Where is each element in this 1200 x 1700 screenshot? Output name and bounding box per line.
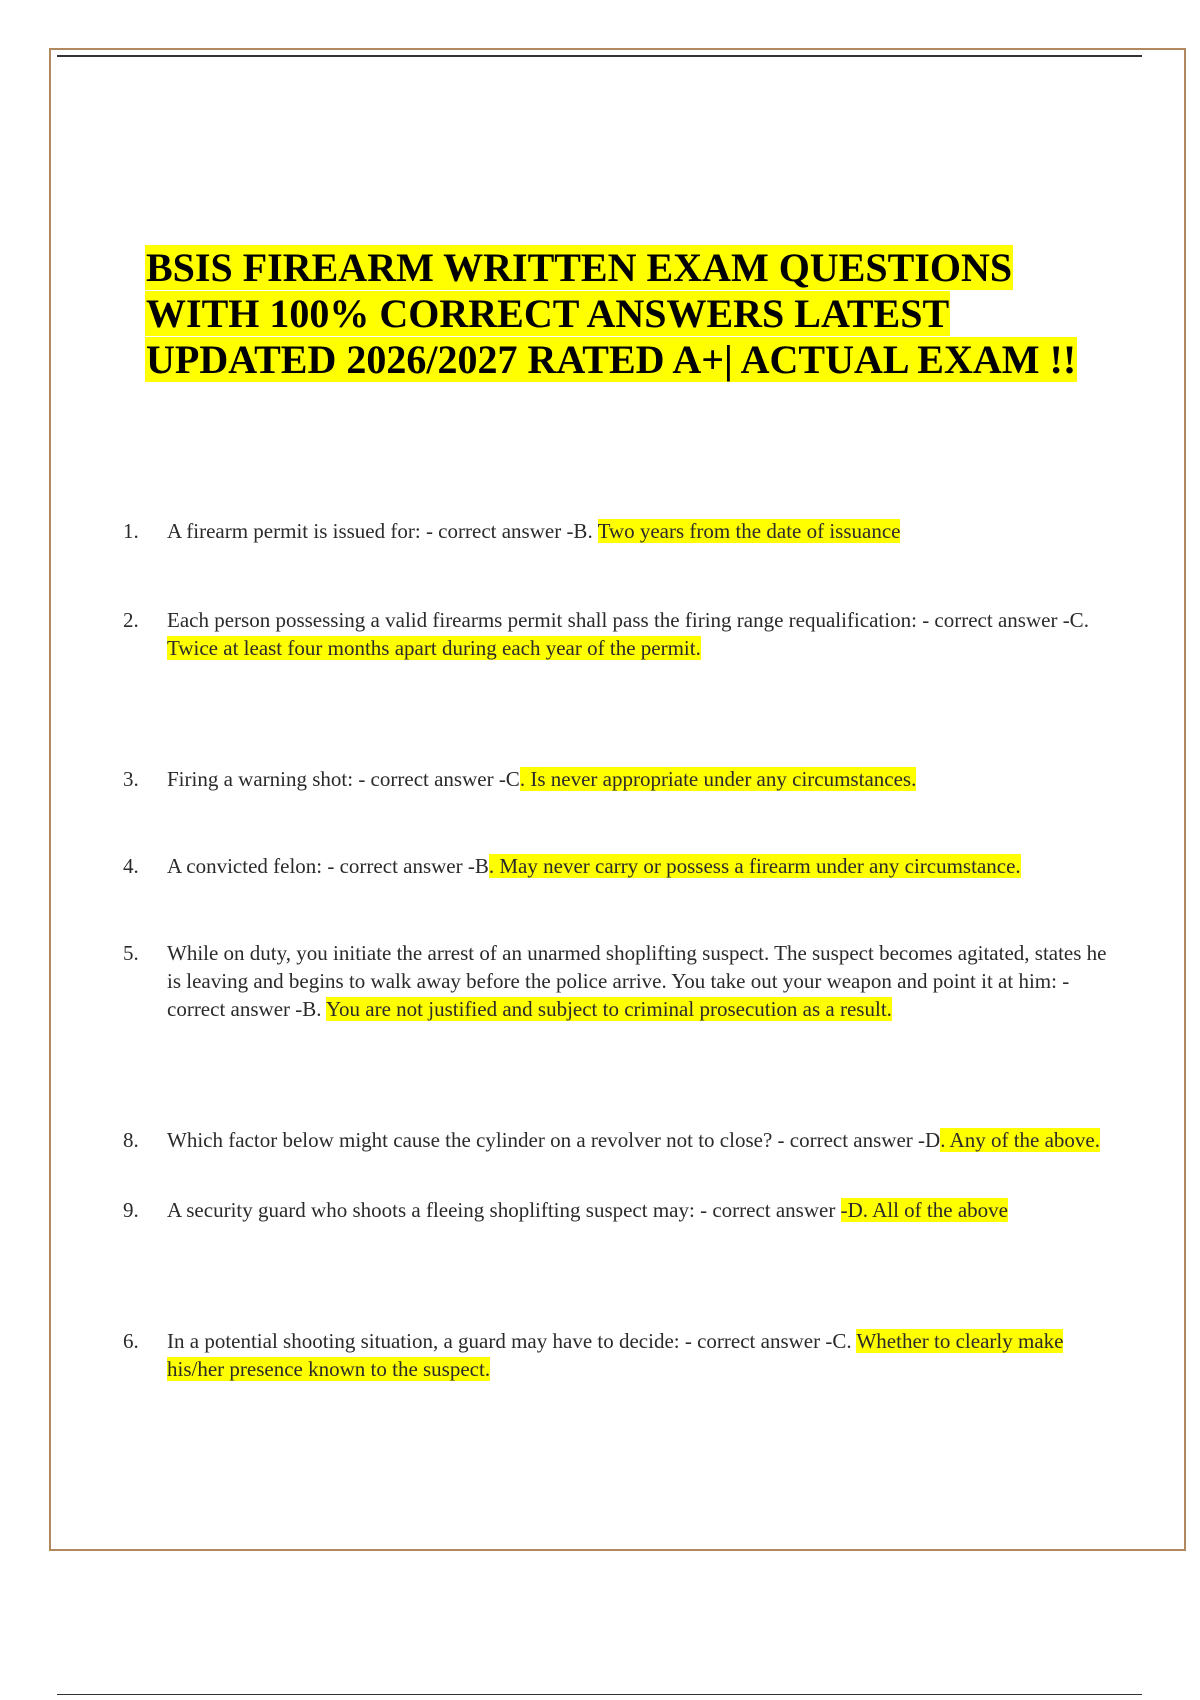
question-prompt: A firearm permit is issued for: - correct answer -B.: [167, 519, 598, 543]
question-prompt: Which factor below might cause the cylinder on a revolver not to close? - correct answer -D: [167, 1128, 941, 1152]
question-9: [123, 1196, 1122, 1224]
question-prompt: Each person possessing a valid firearms permit shall pass the firing range requalification: - correct answer -C.: [167, 608, 1089, 632]
title-line-3: UPDATED 2026/2027 RATED A+| ACTUAL EXAM !!: [146, 337, 1077, 382]
question-number: 9.: [123, 1198, 139, 1222]
question-answer: Twice at least four months apart during each year of the permit.: [167, 636, 701, 660]
bottom-rule: [57, 1694, 1142, 1695]
question-prompt: A security guard who shoots a fleeing shoplifting suspect may: - correct answer: [167, 1198, 841, 1222]
question-number: 1.: [123, 519, 139, 543]
document-title: [145, 245, 1125, 383]
question-answer: . Is never appropriate under any circumstances.: [519, 767, 917, 791]
question-number: 5.: [123, 941, 139, 965]
question-number: 8.: [123, 1128, 139, 1152]
question-3: [123, 765, 1122, 793]
question-prompt: While on duty, you initiate the arrest of an unarmed shoplifting suspect. The suspect becomes agitated, states he is leaving and begins to walk away before the police arrive. You take out your weapon and point it at him: - correct answer -B.: [167, 941, 1107, 1021]
question-1: [123, 517, 1122, 545]
question-prompt: In a potential shooting situation, a guard may have to decide: - correct answer -C.: [167, 1329, 857, 1353]
question-answer: Whether to clearly make his/her presence known to the suspect.: [167, 1329, 1064, 1381]
question-number: 2.: [123, 608, 139, 632]
question-answer: . Any of the above.: [940, 1128, 1100, 1152]
question-8: [123, 1126, 1122, 1154]
question-answer: Two years from the date of issuance: [597, 519, 901, 543]
question-prompt: Firing a warning shot: - correct answer -C: [167, 767, 520, 791]
question-5: [123, 939, 1122, 1023]
question-number: 6.: [123, 1329, 139, 1353]
question-2: [123, 606, 1122, 662]
question-prompt: A convicted felon: - correct answer -B: [167, 854, 489, 878]
question-answer: You are not justified and subject to criminal prosecution as a result.: [325, 997, 892, 1021]
question-number: 3.: [123, 767, 139, 791]
question-number: 4.: [123, 854, 139, 878]
question-4: [123, 852, 1122, 880]
title-line-1: BSIS FIREARM WRITTEN EXAM QUESTIONS: [146, 245, 1013, 290]
title-line-2: WITH 100% CORRECT ANSWERS LATEST: [146, 291, 950, 336]
question-6: [123, 1327, 1122, 1383]
question-answer: -D. All of the above: [840, 1198, 1008, 1222]
top-rule: [57, 55, 1142, 57]
question-answer: . May never carry or possess a firearm under any circumstance.: [488, 854, 1021, 878]
